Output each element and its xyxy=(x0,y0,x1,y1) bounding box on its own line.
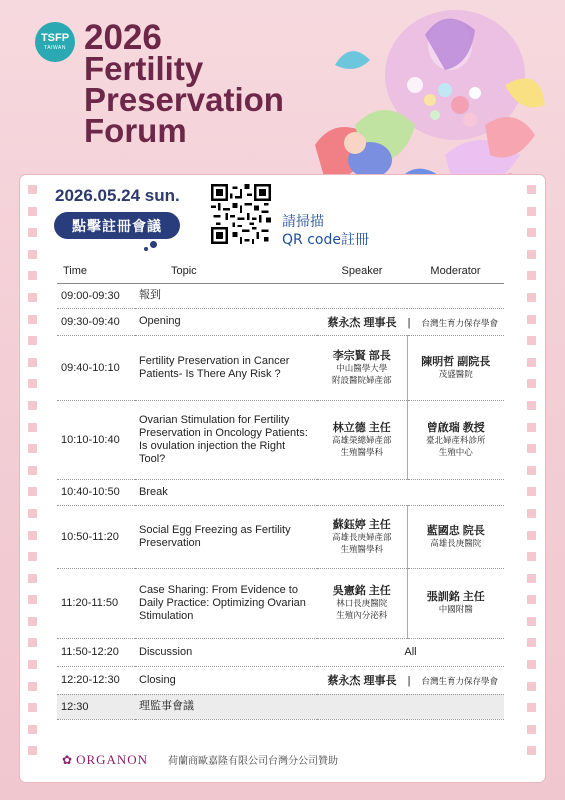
table-row xyxy=(57,308,504,335)
registration-qr-code[interactable] xyxy=(211,184,271,244)
moderator-name: 藍國忠 院長 xyxy=(426,524,485,537)
title-line2: Preservation xyxy=(84,81,284,118)
table-row xyxy=(57,666,504,694)
table-row xyxy=(57,505,504,568)
row-topic: Opening xyxy=(135,308,317,335)
row-time: 10:50-11:20 xyxy=(57,505,135,568)
row-moderator xyxy=(407,400,504,479)
register-button[interactable]: 點擊註冊會議 xyxy=(54,212,180,239)
moderator-affiliation: 茂盛醫院 xyxy=(438,368,473,379)
fertility-illustration xyxy=(295,5,545,200)
sponsor-text: 荷蘭商歐嘉隆有限公司台灣分公司贊助 xyxy=(168,756,338,767)
sponsor-logo xyxy=(62,752,148,768)
moderator-affiliation: 臺北婦產科診所 xyxy=(425,434,486,445)
speaker-affiliation: 生殖醫學科 xyxy=(340,446,383,457)
row-moderator xyxy=(407,335,504,400)
row-time: 12:30 xyxy=(57,694,135,719)
header-moderator: Moderator xyxy=(407,259,504,283)
speaker-name: 蘇鈺婷 主任 xyxy=(332,518,391,531)
moderator-affiliation: 生殖中心 xyxy=(438,446,473,457)
title-line3: Forum xyxy=(84,112,187,149)
bubble-dot xyxy=(150,241,157,248)
logo-text: TSFP xyxy=(40,32,70,44)
tsfp-logo xyxy=(35,22,75,62)
title-line1: Fertility xyxy=(84,50,204,87)
title-year: 2026 xyxy=(84,18,162,57)
row-topic: Social Egg Freezing as Fertility Preservation xyxy=(135,505,317,568)
row-time: 12:20-12:30 xyxy=(57,666,135,694)
row-topic: Break xyxy=(135,479,504,505)
speaker-affiliation: 林口長庚醫院 xyxy=(336,598,388,608)
row-topic: Discussion xyxy=(135,638,317,666)
speaker-name: 蔡永杰 理事長 xyxy=(327,316,397,329)
row-speaker-all: All xyxy=(317,638,504,666)
table-row xyxy=(57,638,504,666)
row-speaker-org: 蔡永杰 理事長 | 台灣生育力保存學會 xyxy=(317,308,504,335)
speaker-name: 林立德 主任 xyxy=(332,421,391,434)
film-strip-right xyxy=(527,185,537,772)
speaker-affiliation: 附設醫院婦產部 xyxy=(331,374,392,385)
logo-subtext: TAIWAN xyxy=(44,45,66,51)
schedule-table xyxy=(57,259,504,720)
organon-flower-icon: ✿ xyxy=(62,753,73,767)
row-topic: Fertility Preservation in Cancer Patients- Is There Any Risk ? xyxy=(135,335,317,400)
table-row xyxy=(57,400,504,479)
row-speaker xyxy=(317,335,407,400)
qr-instruction-line1: 請掃描 xyxy=(282,214,324,230)
speaker-name: 李宗賢 部長 xyxy=(332,349,391,362)
row-topic: 報到 xyxy=(135,283,504,308)
row-time: 09:30-09:40 xyxy=(57,308,135,335)
row-speaker xyxy=(317,400,407,479)
row-topic: Closing xyxy=(135,666,317,694)
speaker-affiliation: 高雄榮總婦產部 xyxy=(331,434,392,445)
row-time: 10:40-10:50 xyxy=(57,479,135,505)
film-strip-left xyxy=(28,185,38,772)
forum-title xyxy=(84,18,284,149)
speaker-affiliation: 生殖醫學科 xyxy=(340,543,383,554)
table-row xyxy=(57,479,504,505)
table-row xyxy=(57,335,504,400)
speaker-affiliation: 生殖內分泌科 xyxy=(336,610,388,620)
row-topic: Case Sharing: From Evidence to Daily Practice: Optimizing Ovarian Stimulation xyxy=(135,568,317,638)
speaker-affiliation: 高雄長庚婦產部 xyxy=(331,531,392,542)
row-time: 09:00-09:30 xyxy=(57,283,135,308)
row-topic: Ovarian Stimulation for Fertility Preservation in Oncology Patients: Is ovulation injection the Right Tool? xyxy=(135,400,317,479)
row-time: 11:50-12:20 xyxy=(57,638,135,666)
speaker-name: 吳憲銘 主任 xyxy=(332,585,391,597)
row-time: 09:40-10:10 xyxy=(57,335,135,400)
row-speaker xyxy=(317,505,407,568)
row-speaker-org: 蔡永杰 理事長 | 台灣生育力保存學會 xyxy=(317,666,504,694)
row-moderator xyxy=(407,505,504,568)
table-header-row xyxy=(57,259,504,283)
header-topic: Topic xyxy=(135,259,317,283)
speaker-affiliation: 中山醫學大學 xyxy=(336,362,388,373)
speaker-name: 蔡永杰 理事長 xyxy=(327,675,397,687)
moderator-affiliation: 高雄長庚醫院 xyxy=(430,537,482,548)
header-time: Time xyxy=(57,259,135,283)
row-speaker xyxy=(317,568,407,638)
row-topic: 理監事會議 xyxy=(135,694,504,719)
organon-brand: ORGANON xyxy=(76,752,149,767)
row-time: 11:20-11:50 xyxy=(57,568,135,638)
speaker-org: 台灣生育力保存學會 xyxy=(421,676,498,686)
qr-instruction xyxy=(282,213,369,249)
qr-instruction-line2: QR code註冊 xyxy=(282,232,369,248)
moderator-name: 曾啟瑞 教授 xyxy=(426,421,485,434)
header-speaker: Speaker xyxy=(317,259,407,283)
table-row xyxy=(57,694,504,719)
speaker-org: 台灣生育力保存學會 xyxy=(421,317,498,328)
moderator-name: 陳明哲 副院長 xyxy=(421,355,491,368)
table-row xyxy=(57,283,504,308)
moderator-name: 張訓銘 主任 xyxy=(426,591,485,603)
moderator-affiliation: 中國附醫 xyxy=(438,604,473,614)
row-time: 10:10-10:40 xyxy=(57,400,135,479)
table-row xyxy=(57,568,504,638)
bubble-dot-small xyxy=(144,247,148,251)
row-moderator xyxy=(407,568,504,638)
event-date: 2026.05.24 sun. xyxy=(55,186,180,205)
